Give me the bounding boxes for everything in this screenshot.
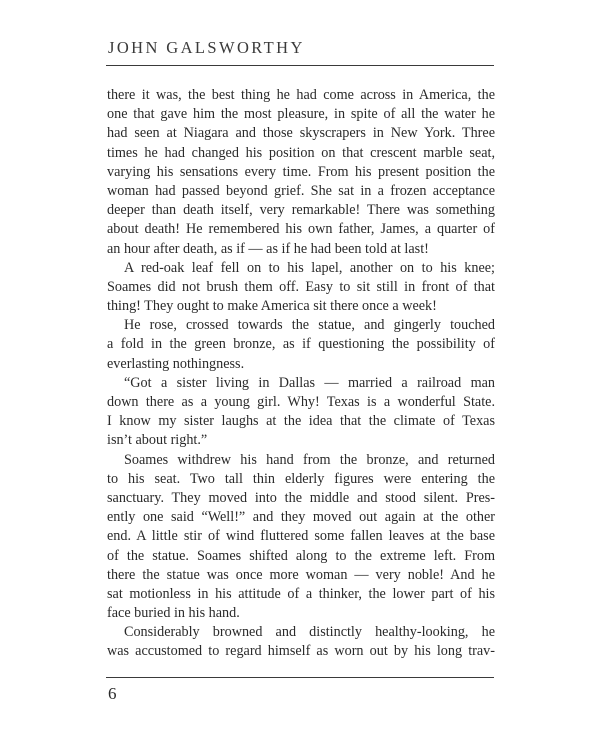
text-line: ently one said “Well!” and they moved out again at the other [107,509,495,526]
text-line: a fold in the green bronze, as if questioning the possibility of [107,336,495,353]
text-line: I know my sister laughs at the idea that the climate of Texas [107,413,495,430]
text-line: “Got a sister living in Dallas — married a railroad man [124,374,495,391]
text-line: He rose, crossed towards the statue, and gingerly touched [124,317,495,334]
text-line: face buried in his hand. [107,605,240,622]
text-line: about death! He remembered his own father, James, a quarter of [107,221,495,238]
text-line: down there as a young girl. Why! Texas is a wonderful State. [107,394,495,410]
text-line: end. A little stir of wind fluttered some fallen leaves at the base [107,528,495,545]
text-line: Considerably browned and distinctly healthy-looking, he [124,624,495,641]
text-line: one that gave him the most pleasure, in spite of all the water he [107,106,495,123]
text-line: varying his sensations every time. From his present position the [107,163,495,180]
text-line: there it was, the best thing he had come across in America, the [107,87,495,103]
text-line: Soames did not brush them off. Easy to sit still in front of that [107,278,495,295]
text-line: woman had passed beyond grief. She sat in a frozen acceptance [107,182,495,199]
text-line: isn’t about right.” [107,432,208,449]
text-line: sanctuary. They moved into the middle and stood silent. Pres- [107,489,495,506]
text-line: to his seat. Two tall thin elderly figures were entering the [107,470,495,487]
page-number: 6 [108,684,117,703]
text-line: had seen at Niagara and those skyscrapers in New York. Three [107,125,495,142]
header-rule [106,65,494,66]
footer-rule [106,677,494,678]
text-line: thing! They ought to make America sit there once a week! [107,298,437,315]
text-line: deeper than death itself, very remarkable! There was something [107,202,495,219]
text-line: sat motionless in his attitude of a thinker, the lower part of his [107,585,495,602]
text-line: of the statue. Soames shifted along to the extreme left. From [107,547,495,564]
body-text [107,86,495,662]
text-line: there the statue was once more woman — very noble! And he [107,566,495,583]
text-line: Soames withdrew his hand from the bronze, and returned [124,451,495,468]
text-line: was accustomed to regard himself as worn out by his long trav- [107,643,495,660]
text-line: times he had changed his position on that crescent marble seat, [107,144,495,161]
text-line: an hour after death, as if — as if he had been told at last! [107,240,429,257]
text-line: A red-oak leaf fell on to his lapel, another on to his knee; [124,259,495,276]
running-head: JOHN GALSWORTHY [108,38,305,57]
text-line: everlasting nothingness. [107,355,245,372]
